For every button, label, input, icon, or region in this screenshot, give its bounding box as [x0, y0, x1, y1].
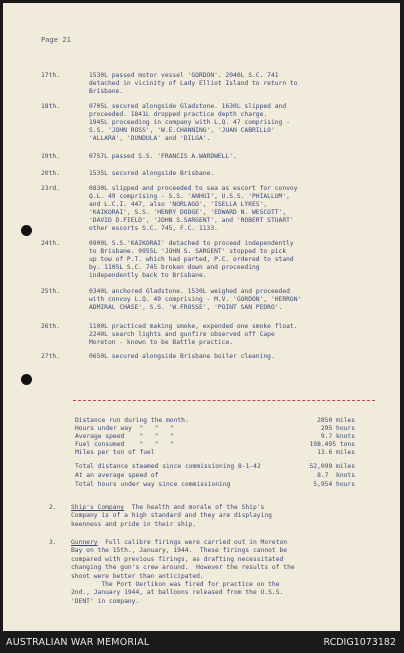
- archive-name: AUSTRALIAN WAR MEMORIAL: [6, 637, 150, 648]
- paragraph-line: The Port Oerlikon was fired for practice on the: [71, 581, 280, 589]
- total-label: Total hours under way since commissioning: [75, 481, 231, 488]
- entry-date: 23rd.: [41, 185, 60, 192]
- entry-line: 0650L secured alongside Brisbane boiler cleaning.: [89, 353, 275, 360]
- total-label: Total distance steamed since commissioning 8-1-42: [75, 463, 261, 470]
- entry-line: 1535L secured alongside Brisbane.: [89, 170, 215, 177]
- entry-line: Moreton - known to be Battle practice.: [89, 339, 234, 347]
- entry-text: [89, 72, 364, 96]
- entry-line: proceeded. 1841L dropped practice depth charge.: [89, 111, 268, 119]
- stat-value: 2850 miles: [317, 417, 355, 424]
- stat-label: Miles per ton of fuel: [75, 449, 155, 456]
- entry-date: 27th.: [41, 353, 60, 360]
- entry-line: with convoy L.Q. 49 comprising - M.V. 'GORDON', 'HERRON': [89, 296, 302, 304]
- stat-value: 9.7 knots: [320, 433, 355, 440]
- entry-line: 0757L passed S.S. 'FRANCIS A.WARDWELL'.: [89, 153, 237, 160]
- paragraph-line: compared with previous firings, as drafting necessitated: [71, 555, 284, 563]
- entry-text: [89, 288, 364, 312]
- entry-date: 18th.: [41, 103, 60, 110]
- entry-line: Q.L. 49 comprising - S.S. 'ANHUI', U.S.S. 'PHIALLUM',: [89, 193, 290, 201]
- page-number: Page 21: [41, 36, 71, 44]
- entry-line: 2240L search lights and gunfire observed off Cape: [89, 331, 275, 339]
- entry-text: [89, 185, 364, 234]
- entry-line: by. 1105L S.C. 745 broken down and proceeding: [89, 264, 260, 272]
- entry-text: [89, 240, 364, 280]
- stat-label: Hours under way " " ": [75, 425, 174, 432]
- paragraph-line: shoot were better than anticipated.: [71, 572, 204, 580]
- archive-footer: [0, 633, 404, 653]
- entry-line: 'KAIKORAI', S.S. 'HENRY DODGE', 'EDWARD N. WESCOTT',: [89, 209, 287, 217]
- punch-hole: [21, 374, 32, 385]
- entry-line: and L.C.I. 447, also 'NORLAGO', 'ISELLA LYKES',: [89, 201, 268, 209]
- entry-date: 24th.: [41, 240, 60, 247]
- stat-label: Fuel consumed " " ": [75, 441, 174, 448]
- paragraph-line: Bay on the 15th., January, 1944. These firings cannot be: [71, 547, 288, 555]
- entry-line: ADMIRAL CHASE', S.S. 'W.FROSSE', 'POINT SAN PEDRO'.: [89, 304, 283, 312]
- entry-line: independently back to Brisbane.: [89, 272, 207, 280]
- entry-line: Brisbane.: [89, 88, 124, 96]
- entry-line: 'DAVID D.FIELD', 'JOHN S.SARGENT', and 'ROBERT STUART': [89, 217, 294, 225]
- entry-line: up tow of P.T. which had parted, P.C. ordered to stand: [89, 256, 294, 264]
- paragraph-heading: Gunnery: [71, 539, 98, 546]
- paragraph-line-text: The health and morale of the Ship's: [124, 504, 265, 511]
- entry-line: to Brisbane. 0955L 'JOHN S. SARGENT' stopped to pick: [89, 248, 287, 256]
- entry-line: 0705L secured alongside Gladstone. 1630L slipped and: [89, 103, 287, 110]
- paragraph-line: [71, 539, 295, 547]
- entry-text: [89, 170, 364, 178]
- paragraph-line-text: Full calibre firings were carried out in Moreton: [97, 539, 288, 546]
- entry-text: [89, 153, 364, 161]
- stat-label: Average speed " " ": [75, 433, 174, 440]
- punch-hole: [21, 225, 32, 236]
- entry-line: 0900L S.S.'KAIKORAI' detached to proceed independently: [89, 240, 294, 247]
- entry-text: [89, 103, 364, 143]
- entry-line: 1945L proceeding in company with L.Q. 47 comprising -: [89, 119, 290, 127]
- entry-line: other escorts S.C. 745, F.C. 1133.: [89, 225, 218, 233]
- paragraph-line: keenness and pride in their ship.: [71, 520, 197, 528]
- entry-text: [89, 353, 364, 361]
- paragraph-number: 2.: [49, 504, 57, 511]
- paragraph-line: 'DENT' in company.: [71, 597, 140, 605]
- paragraph-heading: Ship's Company: [71, 504, 125, 511]
- entry-line: S.S. 'JOHN ROSS', 'W.E.CHANNING', 'JUAN CABRILLO': [89, 127, 275, 135]
- archive-reference: RCDIG1073182: [323, 637, 396, 648]
- entry-line: 'ALLARA', 'DUNDULA' and 'DILGA'.: [89, 135, 211, 143]
- stat-label: Distance run during the month.: [75, 417, 189, 424]
- entry-date: 25th.: [41, 288, 60, 295]
- paragraph-line: changing the gun's crew around. However the results of the: [71, 564, 295, 572]
- paragraph-line: Company is of a high standard and they are displaying: [71, 512, 272, 520]
- entry-date: 26th.: [41, 323, 60, 330]
- entry-line: 0830L slipped and proceeded to sea as escort for convoy: [89, 185, 298, 192]
- entry-text: [89, 323, 364, 347]
- stat-value: 295 hours: [320, 425, 355, 432]
- paragraph-line: 2nd., January 1944, at balloons released from the U.S.S.: [71, 589, 284, 597]
- paragraph-line: [71, 504, 272, 512]
- paragraph-number: 3.: [49, 539, 57, 546]
- entry-line: detached in vicinity of Lady Elliot Island to return to: [89, 80, 298, 88]
- stat-value: 198.495 tons: [309, 441, 355, 448]
- total-value: 5,954 hours: [313, 481, 355, 488]
- document-page: [3, 3, 400, 631]
- total-value: 8.7 knots: [317, 472, 355, 479]
- entry-line: 1100L practiced making smoke, expended one smoke float.: [89, 323, 298, 330]
- entry-date: 19th.: [41, 153, 60, 160]
- paragraph-text: [71, 539, 295, 606]
- paragraph-text: [71, 504, 272, 529]
- entry-line: 0340L anchored Gladstone. 1530L weighed and proceeded: [89, 288, 290, 295]
- total-value: 52,099 miles: [309, 463, 355, 470]
- divider-line: [73, 400, 375, 401]
- total-label: At an average speed of: [75, 472, 159, 479]
- stat-value: 13.6 miles: [317, 449, 355, 456]
- entry-date: 20th.: [41, 170, 60, 177]
- entry-line: 1530L passed motor vessel 'GORDON'. 2040L S.C. 741: [89, 72, 279, 79]
- entry-date: 17th.: [41, 72, 60, 79]
